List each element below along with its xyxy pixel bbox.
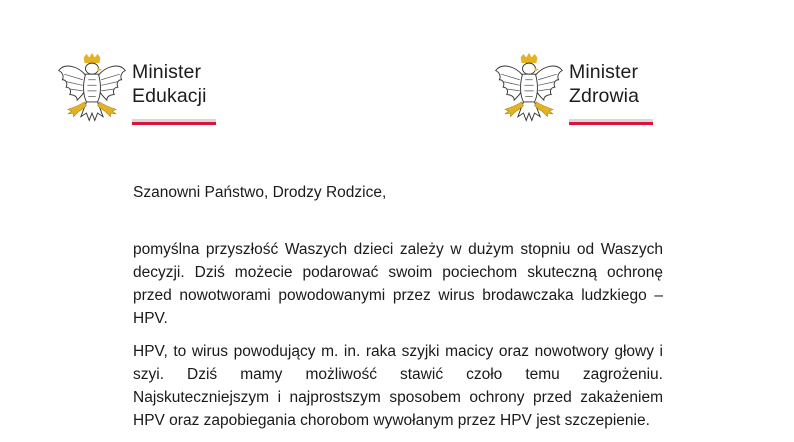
letter-paragraph: HPV, to wirus powodujący m. in. raka szyjki macicy oraz nowotwory głowy i szyi. Dziś mamy możliwość stawić czoło temu zagrożeniu. Najskuteczniejszym i najprostszym sposobem ochrony przed zakażeniem HPV oraz zapobiegania chorobom wywołanym przez HPV jest szczepienie. bbox=[133, 343, 663, 429]
letter-greeting: Szanowni Państwo, Drodzy Rodzice, bbox=[133, 184, 387, 201]
logo-line-1: Minister bbox=[132, 61, 202, 83]
letter-paragraph: pomyślna przyszłość Waszych dzieci zależy w dużym stopniu od Waszych decyzji. Dziś możecie podarować swoim pociechom skuteczną ochronę przed nowotworami powodowanymi przez wirus brodawczaka ludzkiego – HPV. bbox=[133, 241, 663, 327]
flag-stripe bbox=[569, 119, 653, 125]
eagle-emblem-icon bbox=[55, 48, 129, 130]
logo-line-1: Minister bbox=[569, 61, 639, 83]
logo-text bbox=[132, 60, 216, 125]
logo-line-2: Edukacji bbox=[132, 85, 207, 107]
logo-line-2: Zdrowia bbox=[569, 85, 640, 107]
logo-text bbox=[569, 60, 653, 125]
flag-stripe bbox=[132, 119, 216, 125]
logo-minister-zdrowia bbox=[492, 48, 653, 130]
eagle-emblem-icon bbox=[492, 48, 566, 130]
letter-body bbox=[133, 238, 663, 442]
logo-minister-edukacji bbox=[55, 48, 216, 130]
